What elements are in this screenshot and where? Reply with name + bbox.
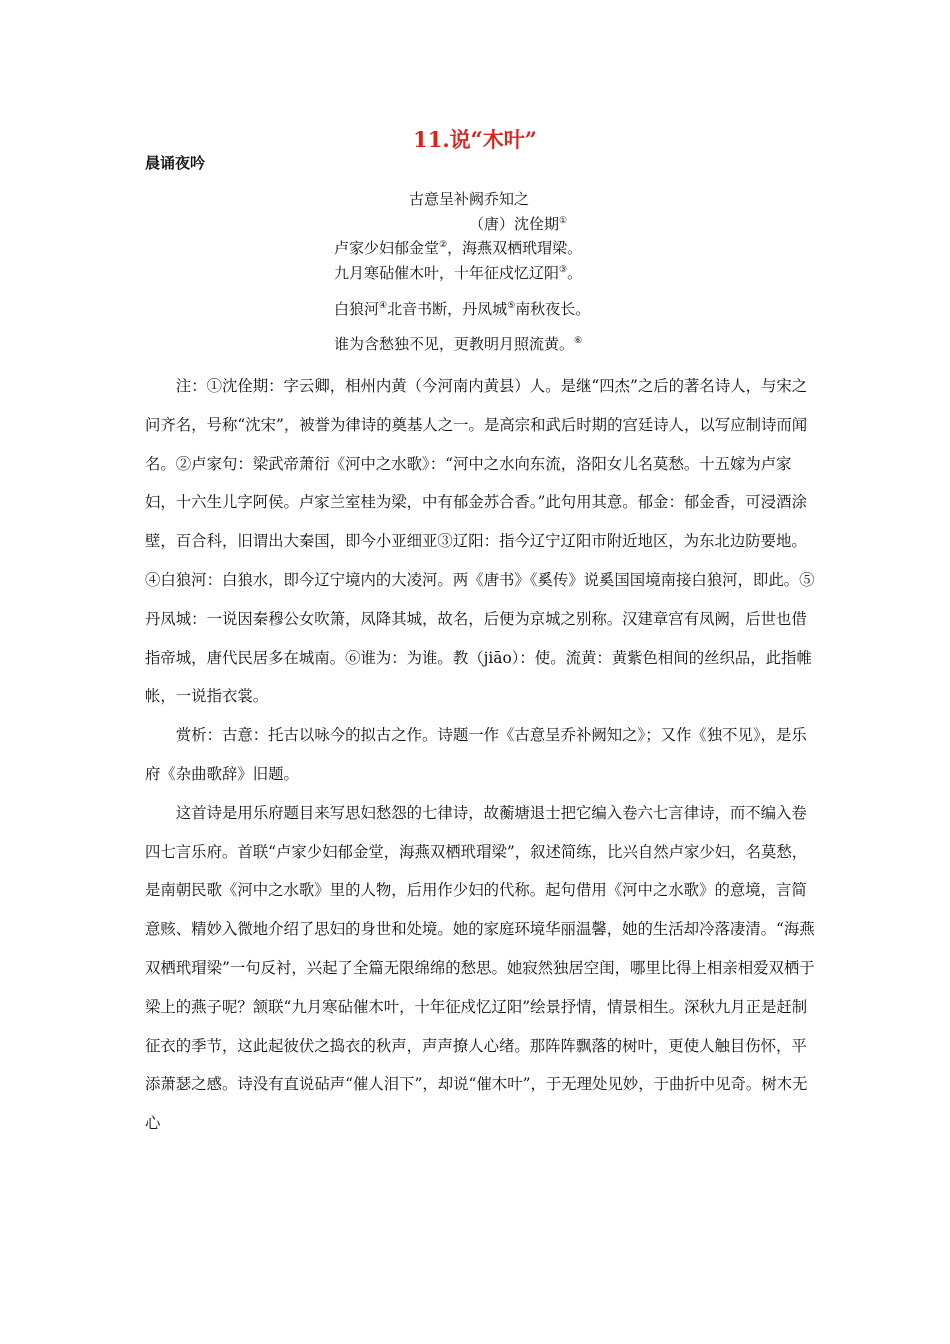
poem-line-text: 九月寒砧催木叶，十年征戍忆辽阳 — [334, 264, 560, 282]
poem-line-note: ④ — [379, 301, 388, 311]
poem-line-note: ⑤ — [507, 301, 516, 311]
analysis-paragraph: 这首诗是用乐府题目来写思妇愁怨的七律诗，故蘅塘退士把它编入卷六七言律诗，而不编入卷四七言乐府。首联“卢家少妇郁金堂，海燕双栖玳瑁梁”，叙述简练，比兴自然卢家少妇，名莫愁，是南朝民歌《河中之水歌》里的人物，后用作少妇的代称。起句借用《河中之水歌》的意境，言简意赅、精妙入微地介绍了思妇的身世和处境。她的家庭环境华丽温馨，她的生活却冷落凄清。“海燕双栖玳瑁梁”一句反衬，兴起了全篇无限绵绵的愁思。她寂然独居空闺，哪里比得上相亲相爱双栖于梁上的燕子呢？颔联“九月寒砧催木叶，十年征戍忆辽阳”绘景抒情，情景相生。深秋九月正是赶制征衣的季节，这此起彼伏之捣衣的秋声，声声撩人心绪。那阵阵飘落的树叶，更使人触目伤怀，平添萧瑟之感。诗没有直说砧声“催人泪下”，却说“催木叶”，于无理处见妙，于曲折中见奇。树木无心 — [145, 803, 815, 1133]
poem-line-rest: ，海燕双栖玳瑁梁。 — [447, 239, 583, 257]
poem-author — [469, 213, 567, 234]
body-text — [145, 367, 817, 1143]
poem-line-text: 卢家少妇郁金堂 — [334, 239, 440, 257]
poem-author-name: （唐）沈佺期 — [469, 215, 560, 233]
poem-title: 古意呈补阙乔知之 — [409, 190, 530, 208]
poem-author-note: ① — [559, 216, 568, 226]
notes-paragraph: 注：①沈佺期：字云卿，相州内黄（今河南内黄县）人。是继“四杰”之后的著名诗人，与宋之问齐名，号称“沈宋”，被誉为律诗的奠基人之一。是高宗和武后时期的宫廷诗人，以写应制诗而闻名。②卢家句：梁武帝萧衍《河中之水歌》：“河中之水向东流，洛阳女儿名莫愁。十五嫁为卢家妇，十六生儿字阿侯。卢家兰室桂为梁，中有郁金苏合香。”此句用其意。郁金：郁金香，可浸酒涂壁，百合科，旧谓出大秦国，即今小亚细亚③辽阳：指今辽宁辽阳市附近地区，为东北边防要地。④白狼河：白狼水，即今辽宁境内的大凌河。两《唐书》《奚传》说奚国国境南接白狼河，即此。⑤丹凤城：一说因秦穆公女吹箫，凤降其城，故名，后便为京城之别称。汉建章宫有凤阙，后世也借指帝城，唐代民居多在城南。⑥谁为：为谁。教（jiāo）：使。流黄：黄紫色相间的丝织品，此指帷帐，一说指衣裳。 — [145, 377, 815, 706]
poem-line-mid: 北音书断，丹凤城 — [387, 300, 508, 318]
poem-line-note: ② — [439, 240, 448, 250]
appreciation-paragraph: 赏析：古意：托古以咏今的拟古之作。诗题一作《古意呈乔补阙知之》；又作《独不见》，是乐府《杂曲歌辞》旧题。 — [145, 726, 807, 783]
poem-line — [334, 298, 590, 319]
poem-line-rest: 。 — [567, 264, 583, 282]
poem-line-text: 谁为含愁独不见，更教明月照流黄。 — [334, 335, 575, 353]
poem-line-rest: 南秋夜长。 — [515, 300, 591, 318]
poem-line-note: ⑥ — [574, 336, 583, 346]
section-heading: 晨诵夜吟 — [145, 154, 206, 172]
page-title: 11.说“木叶” — [413, 127, 537, 152]
poem-line — [334, 333, 582, 354]
poem-line-text: 白狼河 — [334, 300, 380, 318]
poem-line — [334, 262, 582, 283]
poem-line-note: ③ — [559, 265, 568, 275]
poem-line — [334, 237, 582, 258]
